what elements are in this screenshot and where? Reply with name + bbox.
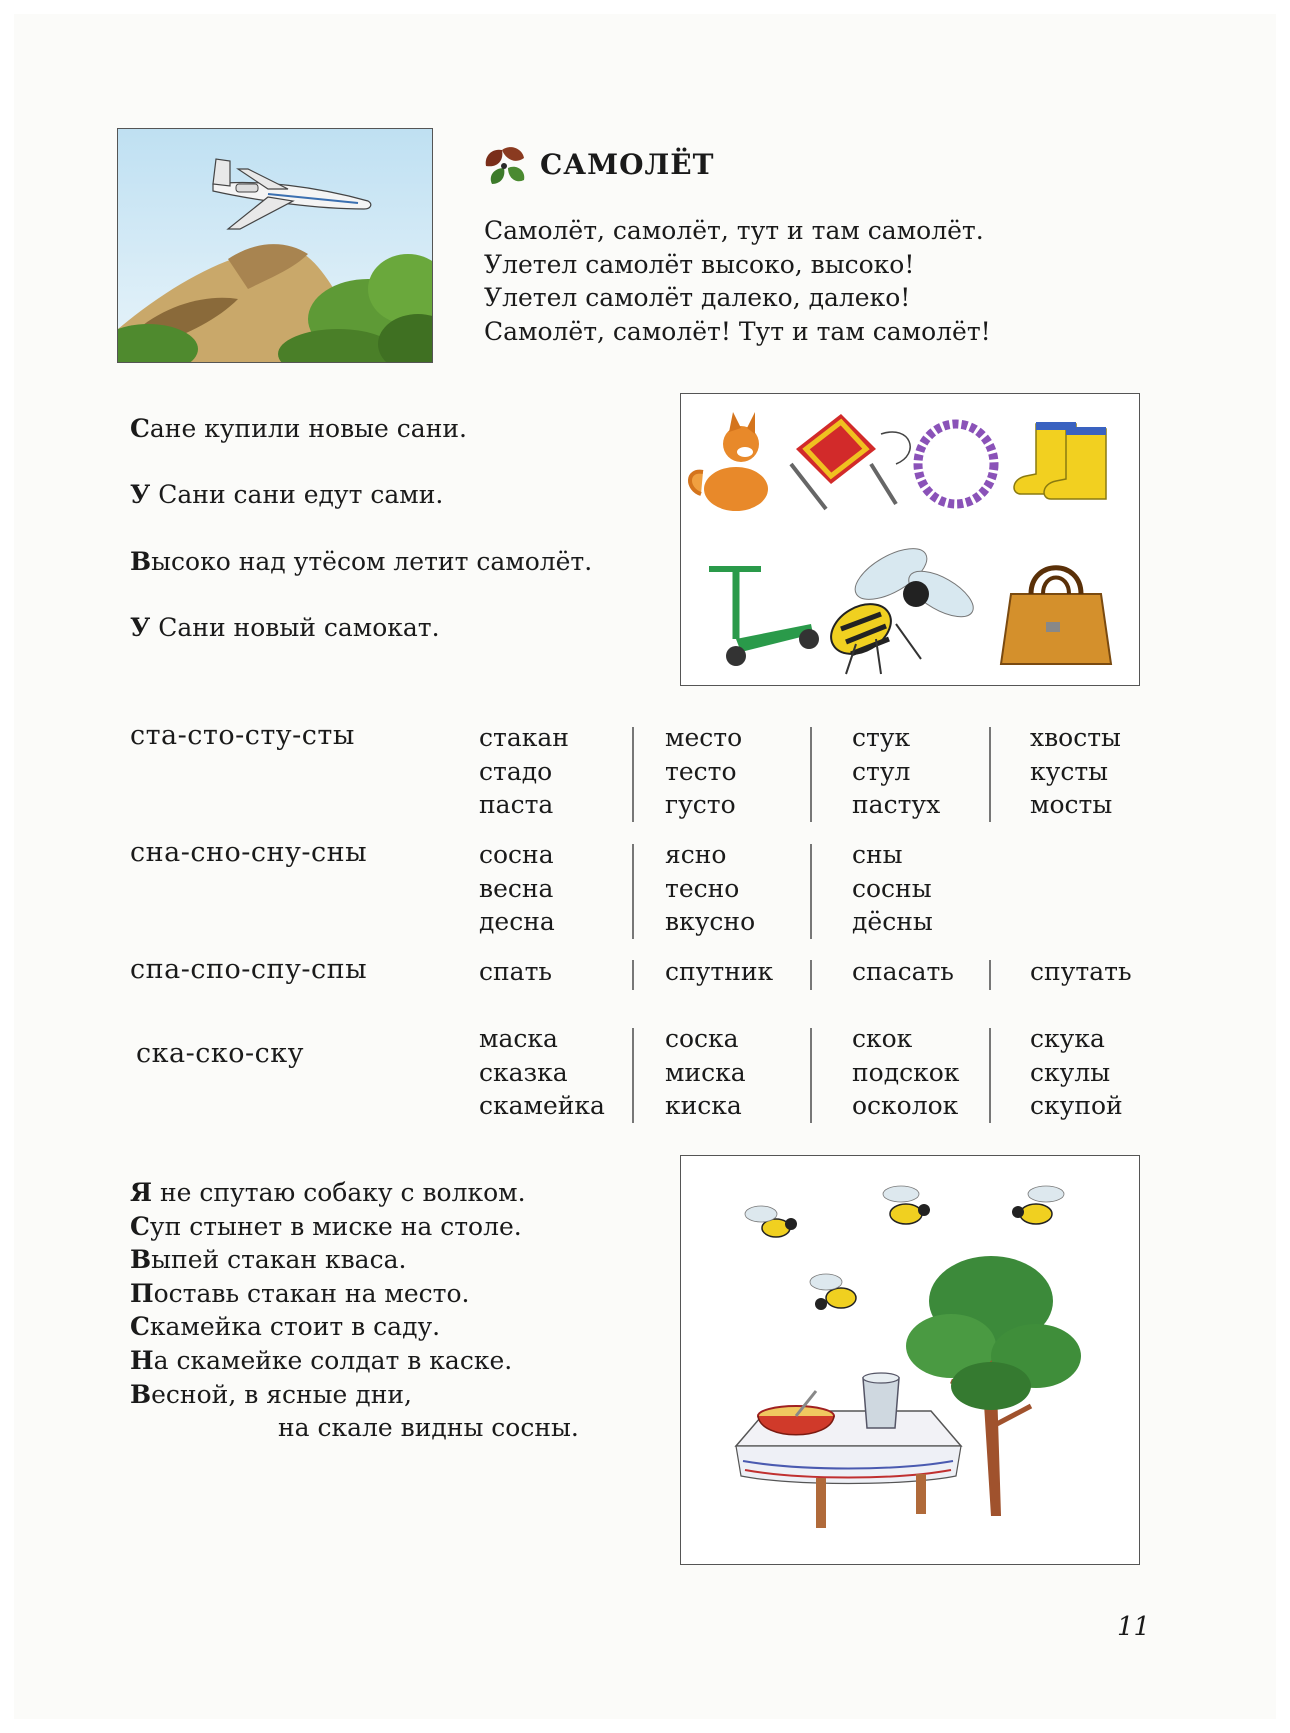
word: скамейка [479,1091,605,1120]
word: дёсны [852,907,933,936]
word-column [479,1022,605,1123]
syllables-label: спа-спо-спу-спы [130,954,368,985]
column-divider [632,727,634,822]
poem-line: Улетел самолёт далеко, далеко! [484,283,911,312]
word: сосна [479,840,554,869]
glass-icon [863,1373,899,1428]
poem [484,214,991,348]
column-divider [632,844,634,939]
word-column [852,1022,959,1123]
wasp-icon [883,1186,930,1224]
word: сказка [479,1057,568,1087]
word: скупой [1030,1091,1123,1120]
poem-line: Улетел самолёт высоко, высоко! [484,249,915,279]
sled-icon [791,414,910,509]
word: соска [665,1024,739,1053]
sentence: У Сани сани едут сами. [130,480,444,509]
word: хвосты [1030,723,1121,752]
word: скок [852,1024,913,1053]
sentence: Поставь стакан на место. [130,1278,470,1308]
poem-line: Самолёт, самолёт, тут и там самолёт. [484,216,984,245]
scooter-icon [709,569,819,666]
word: сны [852,840,903,869]
word: весна [479,873,554,903]
page-number: 11 [1117,1612,1151,1642]
airplane-illustration [117,128,433,363]
word: тесто [665,756,737,786]
fox-icon [690,412,768,511]
word: спасать [852,957,954,986]
word: скука [1030,1024,1105,1053]
word: место [665,723,743,752]
sentence: Выпей стакан кваса. [130,1245,407,1275]
word: сосны [852,873,932,903]
sentences-block [130,1176,579,1445]
handbag-icon [1001,568,1111,664]
word: стул [852,756,911,786]
column-divider [989,960,991,990]
word-column [479,721,569,822]
word: стук [852,723,911,752]
word: миска [665,1057,746,1087]
word: спать [479,957,553,986]
word: киска [665,1091,742,1120]
word: ясно [665,840,727,869]
syllables-label: ска-ско-ску [136,1038,304,1069]
soup-bowl-icon [758,1391,834,1435]
word: кусты [1030,756,1109,786]
sentence: на скале видны сосны. [278,1413,579,1443]
word: пастух [852,790,941,819]
word: густо [665,790,736,819]
boots-icon [1014,422,1106,499]
word: спутник [665,957,774,986]
book-page [14,14,1276,1719]
word-column [852,838,933,939]
word-column [479,838,555,939]
syllables-label: ста-сто-сту-сты [130,720,355,751]
page-title: САМОЛЁТ [540,148,715,181]
beads-icon [918,424,994,504]
word: осколок [852,1091,959,1120]
wasp-icon [810,1274,856,1310]
column-divider [989,727,991,822]
word-column [665,721,742,822]
poem-line: Самолёт, самолёт! Тут и там самолёт! [484,316,991,346]
word: паста [479,790,554,819]
objects-illustration [680,393,1140,686]
column-divider [810,727,812,822]
word: скулы [1030,1057,1111,1087]
word-column [852,721,940,822]
airplane-scene-svg [118,129,433,363]
word: вкусно [665,907,756,936]
column-divider [810,1028,812,1123]
word-column [665,1022,746,1123]
sentence: На скамейке солдат в каске. [130,1345,513,1375]
table-tree-illustration [680,1155,1140,1565]
sentence: У Сани новый самокат. [130,613,440,642]
column-divider [632,1028,634,1123]
sentence: Я не спутаю собаку с волком. [130,1178,526,1207]
wasp-icon [822,538,980,674]
sentence: Суп стынет в миске на столе. [130,1211,522,1241]
word-column [665,838,755,939]
column-divider [810,844,812,939]
sentence: Весной, в ясные дни, [130,1379,412,1409]
sentence: Скамейка стоит в саду. [130,1312,441,1342]
wasp-icon [1012,1186,1064,1224]
wasp-icon [745,1206,797,1237]
word: стадо [479,756,553,786]
word: тесно [665,873,740,903]
column-divider [989,1028,991,1123]
word-column [1030,721,1121,822]
sentence: Высоко над утёсом летит самолёт. [130,547,593,576]
sentence: Сане купили новые сани. [130,414,467,443]
word-column [1030,1022,1123,1123]
column-divider [632,960,634,990]
word: мосты [1030,790,1113,819]
column-divider [810,960,812,990]
leaf-icon [482,144,528,186]
word: десна [479,907,555,936]
word: подскок [852,1057,960,1087]
syllables-label: сна-сно-сну-сны [130,837,368,868]
word: спутать [1030,957,1132,986]
word: стакан [479,723,569,752]
word: маска [479,1024,558,1053]
